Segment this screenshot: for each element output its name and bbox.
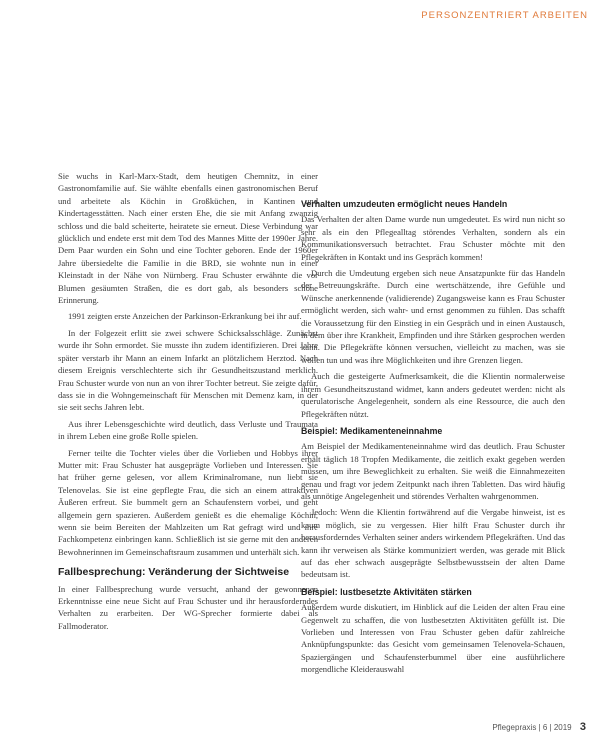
right-column [301,193,565,680]
paragraph: Jedoch: Wenn die Klientin fortwährend auf die Vergabe hinweist, ist es kaum möglich, sie zu vergessen. Hier hilft Frau Schuster durch ihr herausforderndes Verhalten seiner anders wirkendem Pflegekräften. Und das kann ihr verweisen als Stärke kommuniziert werden, was gerade mit Blick auf das eher schwach ausgeprägte Selbstbewusstsein der alten Dame bedeutsam ist. [301,507,565,580]
section-heading: Fallbesprechung: Veränderung der Sichtweise [58,566,290,579]
paragraph: Durch die Umdeutung ergeben sich neue Ansatzpunkte für das Handeln der Betreuungskräfte. Durch eine wertschätzende, ihre Gefühle und Wünsche anerkennende (validierende) Zugangsweise kann es Frau Schuster ermöglicht werden, sich wahr- und ernst genommen zu fühlen. Das schafft die Voraussetzung für den Einstieg in ein Gespräch und in einen Austausch, in dem über ihre Krankheit, Empfinden und ihre Stärken gesprochen werden kann. Die Pflegekräfte können versuchen, vielleicht zu machen, was sie wollen tun und was ihre Möglichkeiten und ihre Grenzen liegen. [301,268,565,365]
paragraph: In einer Fallbesprechung wurde versucht, anhand der gewonnenen Erkenntnisse eine neue Sicht auf Frau Schuster und ihr herausforderndes Verhalten zu erarbeiten. Der WG-Sprecher formierte dabei als Fallmoderator. [58,583,318,631]
paragraph: Aus ihrer Lebensgeschichte wird deutlich, dass Verluste und Traumata in ihrem Leben eine große Rolle spielen. [58,418,318,442]
paragraph: Am Beispiel der Medikamenteneinnahme wird das deutlich. Frau Schuster erhält täglich 18 Tropfen Medikamente, die zeitlich exakt gegeben werden müssen, um ihre Beweglichkeit zu erhalten. Sie weiß die Einnahmezeiten genau und fragt vor jedem Zeitpunkt nach ihren Tabletten. Das wird häufig als unnötige Angelegenheit und störendes Verhalten wahrgenommen. [301,441,565,501]
journal-info: Pflegepraxis | 6 | 2019 [492,723,572,732]
paragraph: Ferner teilte die Tochter vieles über die Vorlieben und Hobbys ihrer Mutter mit: Frau Schuster hat ausgeprägte Vorlieben und Interessen. Sie hat früher gerne gelesen, vor allem Kriminalromane, nun liebt sie Telenovelas. Sie ist eine gepflegte Frau, die sich an einem attraktiven Äußeren erfreut. Sie bummelt gern an Schaufenstern vorbei, und geht allgemein gern spazieren. Außerdem genießt es die ehemalige Köchin, wenn sie beim Bereiten der Mahlzeiten um Rat gefragt wird und ihre Fachkompetenz einbringen kann. Schließlich ist sie gerne mit den anderen Bewohnerinnen im Gemeinschaftsraum zusammen und unterhält sich. [58,447,318,557]
paragraph: 1991 zeigten erste Anzeichen der Parkinson-Erkrankung bei ihr auf. [68,311,302,322]
section-header: PERSONZENTRIERT ARBEITEN [421,10,588,21]
subheading: Beispiel: lustbesetzte Aktivitäten stärken [301,586,472,597]
paragraph: Auch die gesteigerte Aufmerksamkeit, die die Klientin normalerweise ihrem Gesundheitszustand widmet, kann anders gedeutet werden: nicht als querulatorische Angelegenheit, sondern als eine Ressource, die auch den Pflegekräften nützt. [301,371,565,419]
paragraph: In der Folgezeit erlitt sie zwei schwere Schicksalsschläge. Zunächst wurde ihr Sohn ermordet. Sie musste ihn zudem identifizieren. Drei Jahre später verstarb ihr Mann an einem Infarkt an plötzlichem Herztod. Nach diesem Ereignis verschlechterte sich ihr Gesundheitszustand merklich. Frau Schuster wurde von nun an von ihrer Tochter betreut. Sie zeigte dafür, dass sie in die Wohngemeinschaft für Menschen mit Demenz kam, in der sie seit sechs Jahren lebt. [58,327,318,413]
paragraph: Außerdem wurde diskutiert, im Hinblick auf die Leiden der alten Frau eine Gegenwelt zu schaffen, die von lustbesetzten Aktivitäten gefüllt ist. Die Vorlieben und Interessen von Frau Schuster geben dafür zahlreiche Anknüpfungspunkte: das Gesicht vom gemeinsamen Telenovela-Schauen, Spaziergängen und Schaufensterbummel über eine ausführlichere morgendliche Kleiderauswahl [301,602,565,675]
paragraph: Sie wuchs in Karl-Marx-Stadt, dem heutigen Chemnitz, in einer Gastronomfamilie auf. Sie wählte ebenfalls einen gastronomischen Beruf und arbeitete als Köchin in Großküchen, in Kantinen und Kindertagesstätten. Nach einer ersten Ehe, die sie mit Anfang zwanzig schloss und die bald scheiterte, heiratete sie erneut. Diese Verbindung war glücklich und endete erst mit dem Tod des Mannes Mitte der 1990er Jahre. Dem Paar wurden ein Sohn und eine Tochter geboren. Ende der 1960er Jahre übersiedelte die Familie in die BRD, sie wohnte nun in einer Kleinstadt in der Nähe von Nürnberg. Frau Schuster erwähnte die vor Blumen gesäumten Straßen, die es dort gab, als besonders schöne Erinnerung. [58,171,318,306]
left-column [58,170,318,636]
subheading: Verhalten umzudeuten ermöglicht neues Handeln [301,199,508,209]
paragraph: Das Verhalten der alten Dame wurde nun umgedeutet. Es wird nun nicht so sehr als ein den Pflegealltag störendes Verhalten, sondern als ein Kommunikationsversuch betrachtet. Frau Schuster möchte mit den Pflegekräften in Kontakt und ins Gespräch kommen! [301,214,565,262]
page-number: 3 [579,721,586,733]
subheading: Beispiel: Medikamenteneinnahme [301,425,443,436]
page-footer [492,721,586,733]
